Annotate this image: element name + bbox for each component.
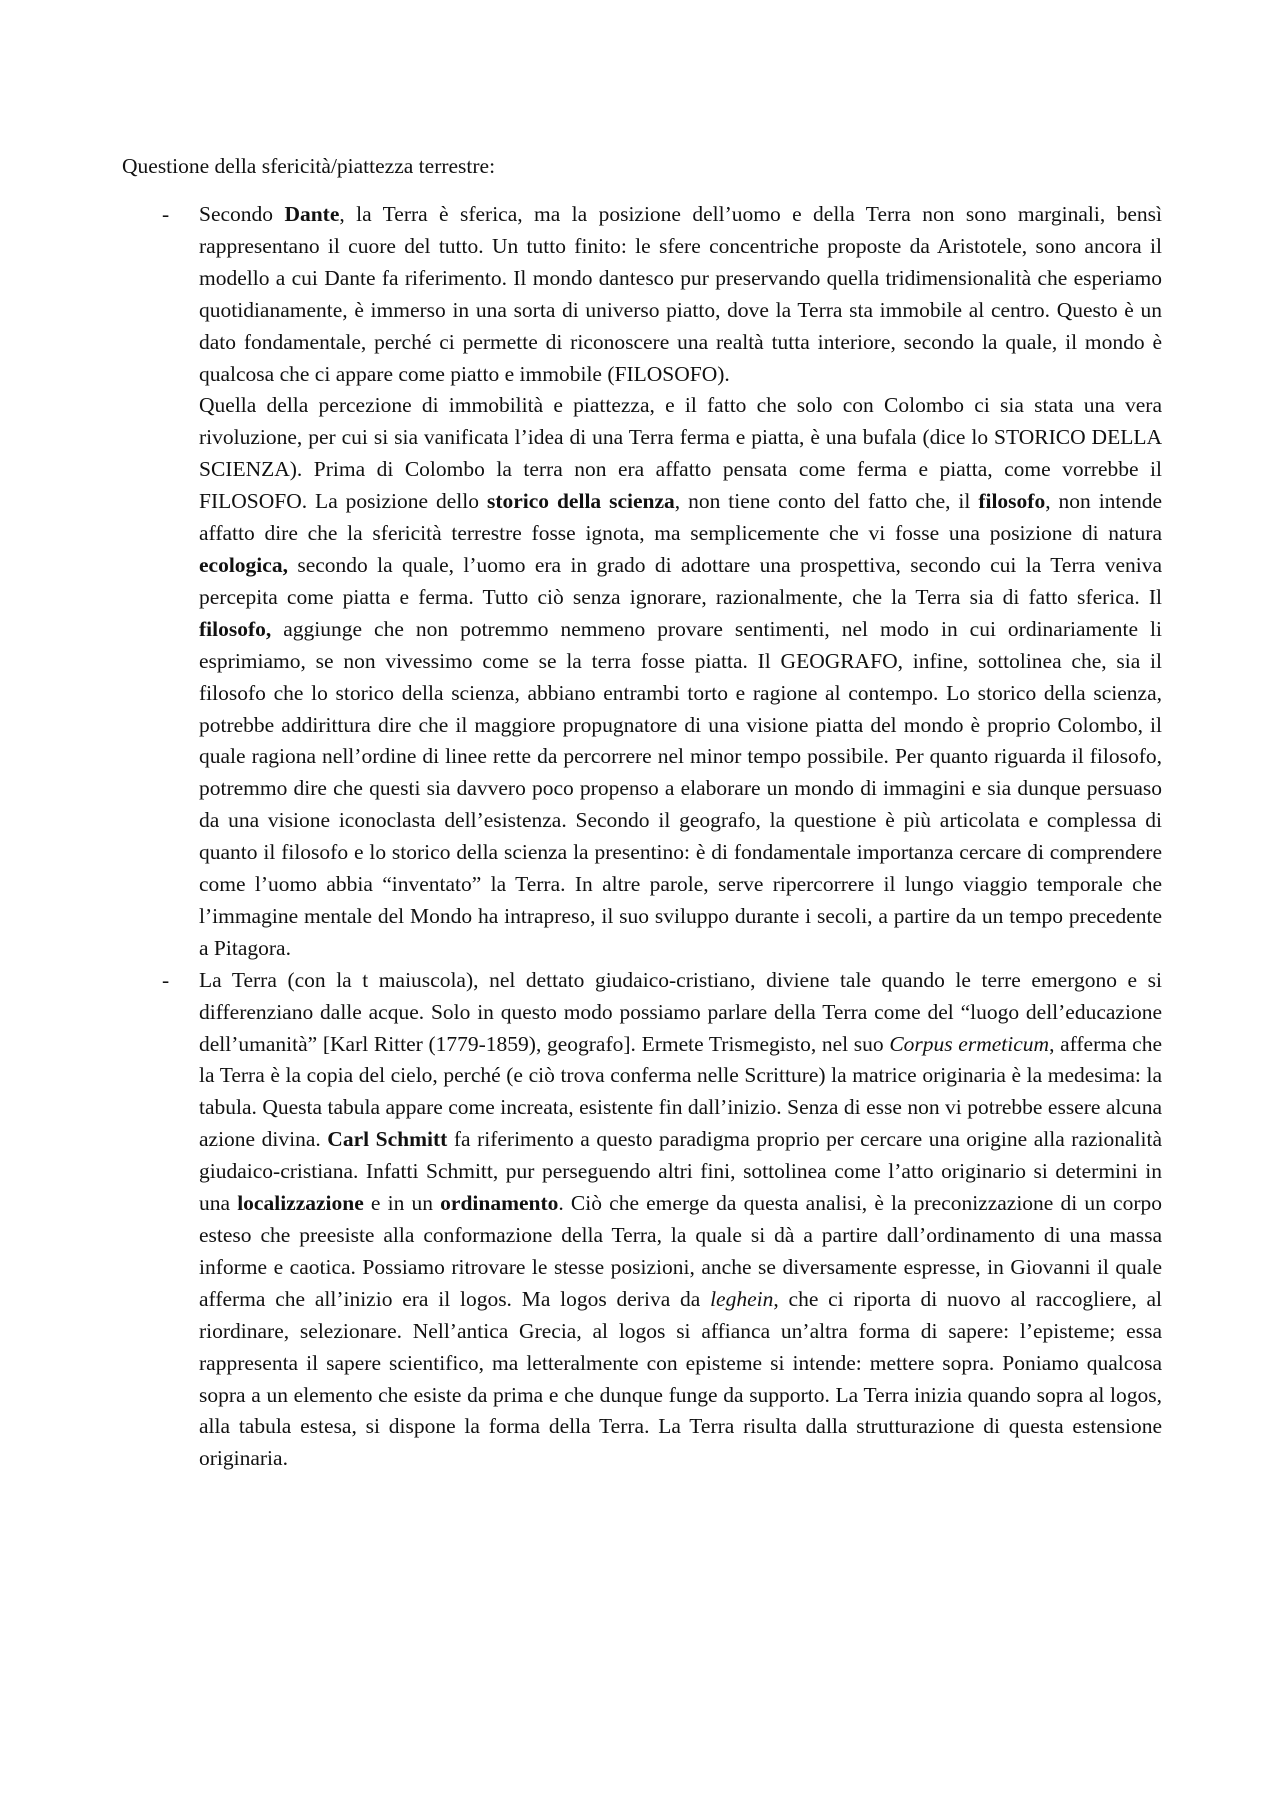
text-run: , che ci riporta di nuovo al raccogliere, al riordinare, selezionare. Nell’antica Grecia, al logos si affianca un’altra forma di sapere: l’episteme; essa rappresenta il sapere scientifico, ma letteralmente con episteme si intende: mettere sopra. Poniamo qualcosa sopra a un elemento che esiste da prima e che dunque funge da supporto. La Terra inizia quando sopra al logos, alla tabula estesa, si dispone la forma della Terra. La Terra risulta dalla strutturazione di questa estensione originaria. <box>199 1286 1162 1471</box>
text-run: Secondo <box>199 202 285 226</box>
italic-term-leghein: leghein <box>710 1286 774 1311</box>
paragraph-percezione <box>199 390 1162 964</box>
text-run: fa riferimento a questo paradigma proprio per cercare una origine alla razionalità giudaico-cristiana. Infatti Schmitt, pur perseguendo altri fini, sottolinea come l’atto originario si determini in una <box>199 1127 1163 1216</box>
text-run: La Terra (con la t maiuscola), nel dettato giudaico-cristiano, diviene tale quando le terre emergono e si differenziano dalle acque. Solo in questo modo possiamo parlare della Terra come del “luogo dell’educazione dell’umanità” [Karl Ritter (1779-1859), geografo]. Ermete Trismegisto, nel suo <box>199 967 1162 1056</box>
text-run: . Ciò che emerge da questa analisi, è la preconizzazione di un corpo esteso che preesiste alla conformazione della Terra, la quale si dà a partire dall’ordinamento di una massa informe e caotica. Possiamo ritrovare le stesse posizioni, anche se diversamente espresse, in Giovanni il quale afferma che all’inizio era il logos. Ma logos deriva da <box>199 1191 1162 1311</box>
bold-term-filosofo: filosofo <box>978 489 1046 514</box>
italic-term-corpus-ermeticum: Corpus ermeticum <box>889 1031 1050 1056</box>
bold-term-storico: storico della scienza <box>486 489 675 514</box>
bold-term-ordinamento: ordinamento <box>440 1191 559 1216</box>
text-run: secondo la quale, l’uomo era in grado di adottare una prospettiva, secondo cui la Terra veniva percepita come piatta e ferma. Tutto ciò senza ignorare, razionalmente, che la Terra sia di fatto sferica. Il <box>199 552 1162 609</box>
paragraph-terra <box>199 965 1162 1476</box>
bold-term-filosofo-2: filosofo, <box>199 616 272 641</box>
bold-term-carl-schmitt: Carl Schmitt <box>327 1127 448 1152</box>
list-item <box>122 965 1162 1476</box>
bold-term-ecologica: ecologica, <box>199 552 288 577</box>
paragraph-dante <box>199 199 1162 390</box>
section-heading: Questione della sfericità/piattezza terrestre: <box>122 154 496 178</box>
bullet-dash: - <box>162 202 170 226</box>
bold-term-localizzazione: localizzazione <box>237 1191 364 1216</box>
text-run: , afferma che la Terra è la copia del cielo, perché (e ciò trova conferma nelle Scritture) la matrice originaria è la medesima: la tabula. Questa tabula appare come increata, esistente fin dall’inizio. Senza di esse non vi potrebbe essere alcuna azione divina. <box>199 1031 1163 1152</box>
text-run: Quella della percezione di immobilità e piattezza, e il fatto che solo con Colombo ci sia stata una vera rivoluzione, per cui si sia vanificata l’idea di una Terra ferma e piatta, è una bufala (dice lo STORICO DELLA SCIENZA). Prima di Colombo la terra non era affatto pensata come ferma e piatta, come vorrebbe il FILOSOFO. La posizione dello <box>199 393 1162 514</box>
bold-term-dante: Dante <box>284 202 340 226</box>
text-run: , non tiene conto del fatto che, il <box>674 489 979 514</box>
bullet-list <box>122 199 1162 1475</box>
bullet-dash: - <box>162 967 170 992</box>
text-run: , la Terra è sferica, ma la posizione dell’uomo e della Terra non sono marginali, bensì rappresentano il cuore del tutto. Un tutto finito: le sfere concentriche proposte da Aristotele, sono ancora il modello a cui Dante fa riferimento. Il mondo dantesco pur preservando quella tridimensionalità che esperiamo quotidianamente, è immerso in una sorta di universo piatto, dove la Terra sta immobile al centro. Questo è un dato fondamentale, perché ci permette di riconoscere una realtà tutta interiore, secondo la quale, il mondo è qualcosa che ci appare come piatto e immobile (FILOSOFO). <box>199 202 1162 386</box>
text-run: e in un <box>363 1191 441 1216</box>
list-item <box>122 199 1162 965</box>
text-run: aggiunge che non potremmo nemmeno provare sentimenti, nel modo in cui ordinariamente li esprimiamo, se non vivessimo come se la terra fosse piatta. Il GEOGRAFO, infine, sottolinea che, sia il filosofo che lo storico della scienza, abbiano entrambi torto e ragione al contempo. Lo storico della scienza, potrebbe addirittura dire che il maggiore propugnatore di una visione piatta del mondo è proprio Colombo, il quale ragiona nell’ordine di linee rette da percorrere nel minor tempo possibile. Per quanto riguarda il filosofo, potremmo dire che questi sia davvero poco propenso a elaborare un mondo di immagini e sia dunque persuaso da una visione iconoclasta dell’esistenza. Secondo il geografo, la questione è più articolata e complessa di quanto il filosofo e lo storico della scienza la presentino: è di fondamentale importanza cercare di comprendere come l’uomo abbia “inventato” la Terra. In altre parole, serve ripercorrere il lungo viaggio temporale che l’immagine mentale del Mondo ha intrapreso, il suo sviluppo durante i secoli, a partire da un tempo precedente a Pitagora. <box>199 616 1162 960</box>
text-run: , non intende affatto dire che la sfericità terrestre fosse ignota, ma semplicemente che vi fosse una posizione di natura <box>199 489 1162 546</box>
